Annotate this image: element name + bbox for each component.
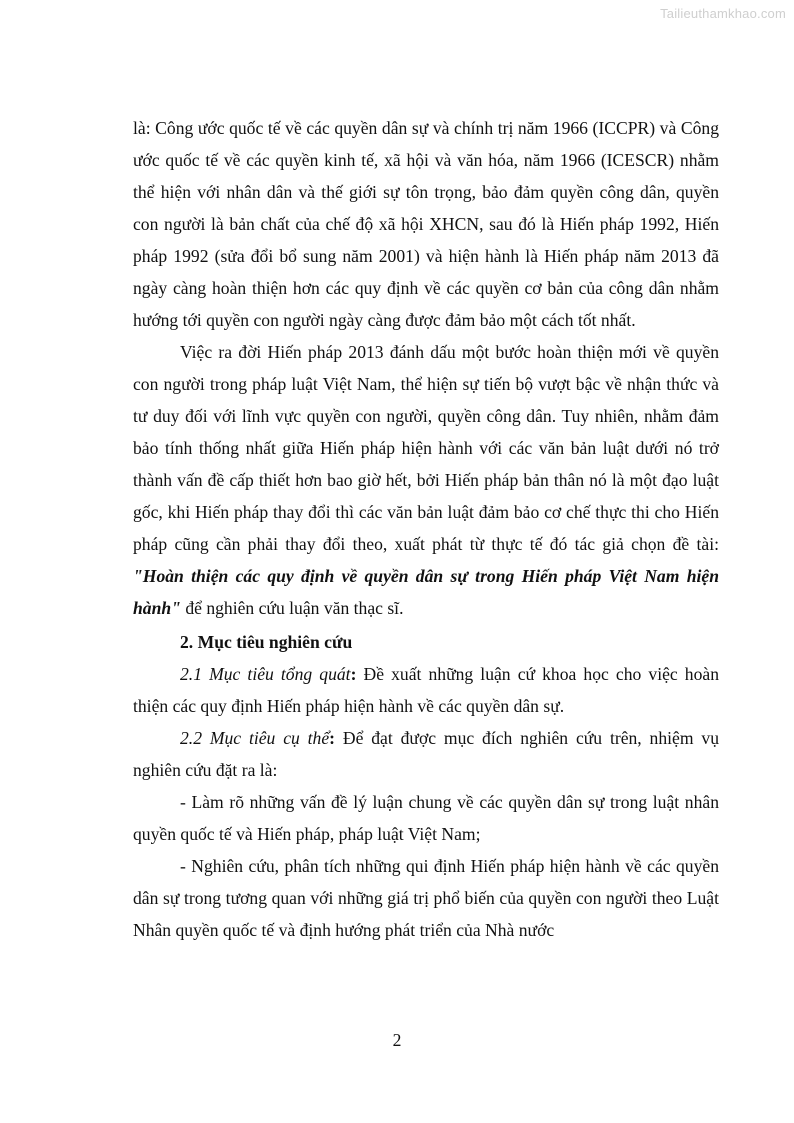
page-number: 2 bbox=[392, 1030, 402, 1050]
bullet-item-analysis: - Nghiên cứu, phân tích những qui định Hiến pháp hiện hành về các quyền dân sự trong tương quan với những giá trị phổ biến của quyền con người theo Luật Nhân quyền quốc tế và định hướng phát triển của Nhà nước bbox=[133, 856, 719, 940]
bullet-item-theory: - Làm rõ những vấn đề lý luận chung về các quyền dân sự trong luật nhân quyền quốc tế và Hiến pháp, pháp luật Việt Nam; bbox=[133, 792, 719, 844]
section-heading: 2. Mục tiêu nghiên cứu bbox=[180, 632, 353, 652]
goal-general-colon: : bbox=[350, 664, 357, 684]
goal-specific bbox=[133, 722, 719, 786]
goal-general bbox=[133, 658, 719, 722]
paragraph-text: Việc ra đời Hiến pháp 2013 đánh dấu một bước hoàn thiện mới về quyền con người trong pháp luật Việt Nam, thể hiện sự tiến bộ vượt bậc về nhận thức và tư duy đối với lĩnh vực quyền con người, quyền công dân. Tuy nhiên, nhằm đảm bảo tính thống nhất giữa Hiến pháp hiện hành với các văn bản luật dưới nó trở thành vấn đề cấp thiết hơn bao giờ hết, bởi Hiến pháp bản thân nó là một đạo luật gốc, khi Hiến pháp thay đổi thì các văn bản luật đảm bảo cơ chế thực thi cho Hiến pháp cũng cần phải thay đổi theo, xuất phát từ thực tế đó tác giả chọn đề tài: bbox=[133, 342, 719, 554]
goal-specific-colon: : bbox=[329, 728, 336, 748]
goal-general-text: Đề xuất những luận cứ khoa học cho việc hoàn thiện các quy định Hiến pháp hiện hành về các quyền dân sự. bbox=[133, 664, 719, 716]
goal-general-label: 2.1 Mục tiêu tổng quát bbox=[180, 664, 351, 684]
goal-specific-label: 2.2 Mục tiêu cụ thể bbox=[180, 728, 330, 748]
goal-specific-text: Để đạt được mục đích nghiên cứu trên, nhiệm vụ nghiên cứu đặt ra là: bbox=[133, 728, 719, 780]
paragraph-text-end: để nghiên cứu luận văn thạc sĩ. bbox=[180, 598, 404, 618]
paragraph-intro: là: Công ước quốc tế về các quyền dân sự và chính trị năm 1966 (ICCPR) và Công ước quốc tế về các quyền kinh tế, xã hội và văn hóa, năm 1966 (ICESCR) nhằm thể hiện với nhân dân và thế giới sự tôn trọng, bảo đảm quyền công dân, quyền con người là bản chất của chế độ xã hội XHCN, sau đó là Hiến pháp 1992, Hiến pháp 1992 (sửa đổi bổ sung năm 2001) và hiện hành là Hiến pháp năm 2013 đã ngày càng hoàn thiện hơn các quy định về các quyền cơ bản của công dân nhằm hướng tới quyền con người ngày càng được đảm bảo một cách tốt nhất. bbox=[133, 118, 719, 330]
thesis-title: "Hoàn thiện các quy định về quyền dân sự trong Hiến pháp Việt Nam hiện hành" bbox=[133, 566, 719, 618]
watermark-text: Tailieuthamkhao.com bbox=[660, 6, 786, 21]
document-body bbox=[133, 112, 719, 946]
paragraph-constitution-2013 bbox=[133, 336, 719, 624]
